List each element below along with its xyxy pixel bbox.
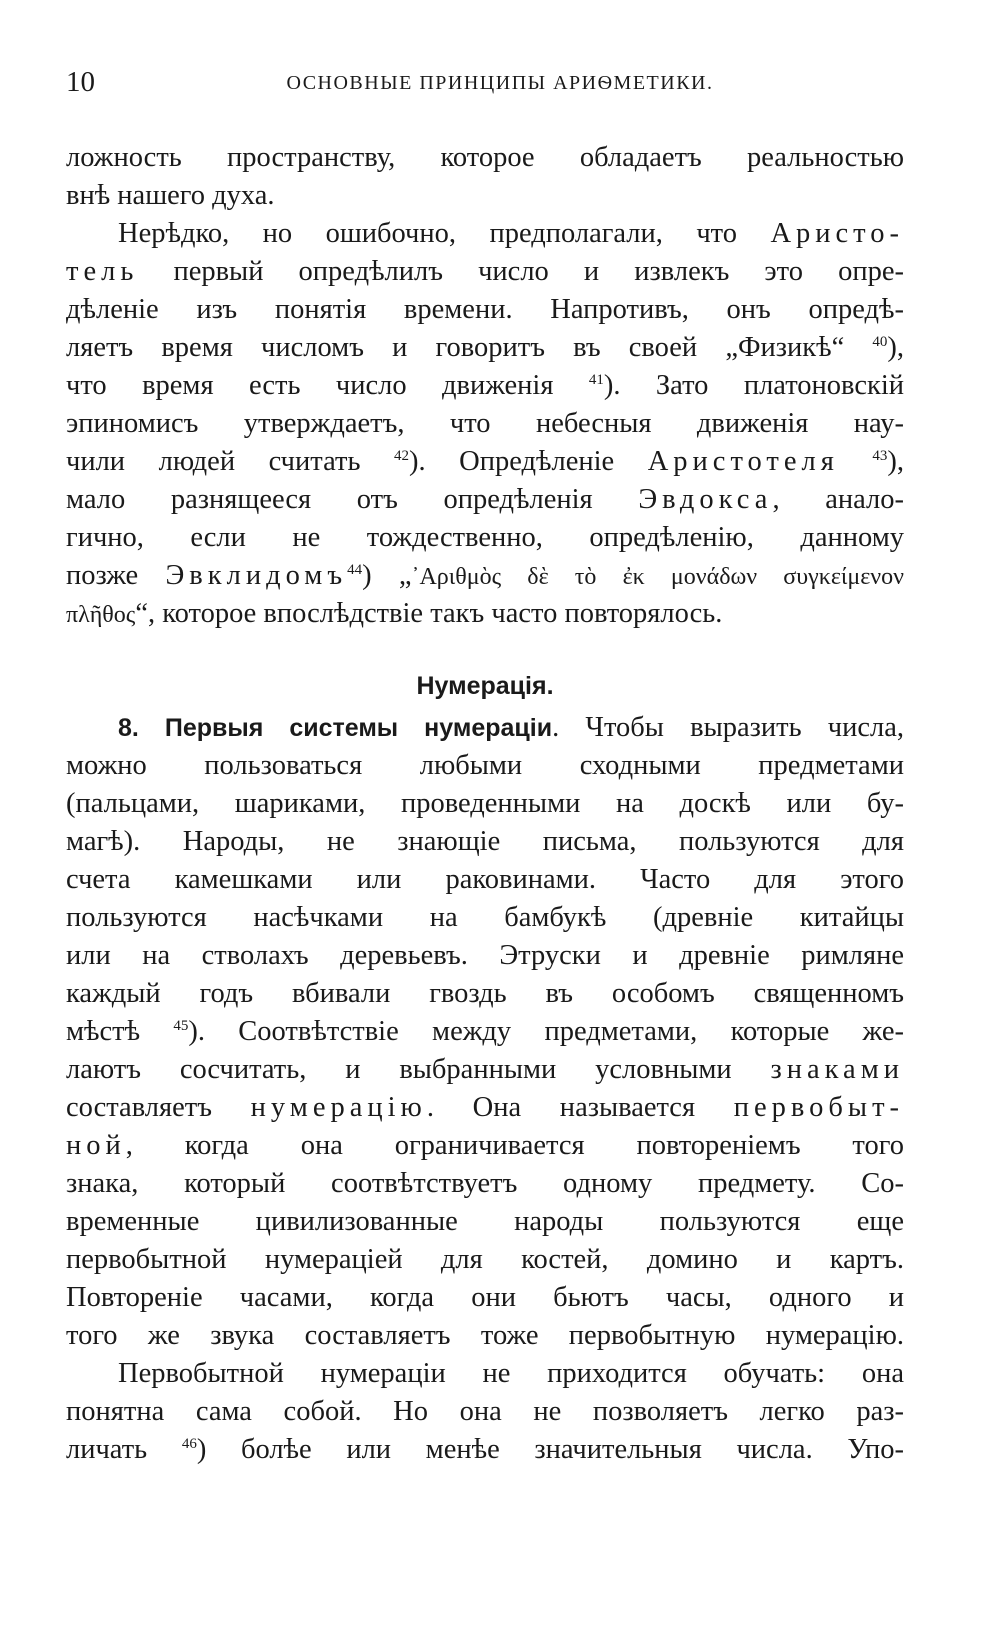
text-line (66, 1430, 904, 1470)
text-run: , анало- (772, 484, 904, 515)
text-line: знака, который соотвѣтствуетъ одному предмету. Со- (66, 1168, 904, 1199)
subsection-title: 8. Первыя системы нумераціи (118, 714, 553, 742)
text-run: ), (887, 446, 905, 477)
section-heading: Нумерація. (416, 672, 554, 700)
text-line: пользуются насѣчками на бамбукѣ (древніе китайцы (66, 902, 904, 933)
text-line: магѣ). Народы, не знающіе письма, пользуются для (66, 826, 904, 857)
footnote-ref: 46 (181, 1436, 197, 1452)
text-line: ложность пространству, которое обладаетъ реальностью (66, 142, 904, 173)
text-line (66, 1088, 904, 1128)
spaced-term: нумерацію (250, 1092, 427, 1123)
spaced-name: тель (66, 256, 139, 287)
footnote-ref: 41 (588, 372, 604, 388)
footnote-ref: 40 (872, 334, 888, 350)
text-line: Первобытной нумераціи не приходится обучать: она (118, 1358, 904, 1389)
text-line: временные цивилизованные народы пользуются еще (66, 1206, 904, 1237)
text-run: ). Опредѣленіе (409, 446, 648, 477)
text-run: чили людей считать (66, 446, 361, 477)
text-line: того же звука составляетъ тоже первобытную нумерацію. (66, 1320, 904, 1351)
text-run: “, которое впослѣдствіе такъ часто повторялось. (135, 598, 723, 629)
greek-quote: πλῆθος (66, 602, 136, 628)
text-run: что время есть число движенія (66, 370, 554, 401)
text-run: ). Соотвѣтствіе между предметами, которые же- (188, 1016, 904, 1047)
text-run: первый опредѣлилъ число и извлекъ это опре- (138, 256, 904, 287)
spaced-term: первобыт- (733, 1092, 905, 1123)
spaced-name: Эвдокса (638, 484, 773, 515)
spaced-name: Аристо- (770, 218, 904, 249)
text-line (66, 366, 904, 406)
footnote-ref: 45 (173, 1018, 189, 1034)
text-line: (пальцами, шариками, проведенными на доскѣ или бу- (66, 788, 904, 819)
text-run: ) „ (362, 560, 412, 591)
text-run: , когда она ограничивается повтореніемъ того (125, 1130, 904, 1161)
text-run: . Чтобы выразить числа, (552, 712, 905, 743)
text-line (66, 252, 904, 292)
running-title: ОСНОВНЫЕ ПРИНЦИПЫ АРИѲМЕТИКИ. (286, 72, 714, 94)
text-line: каждый годъ вбивали гвоздь въ особомъ священномъ (66, 978, 904, 1009)
text-run: личать (66, 1434, 148, 1465)
text-run: позже (66, 560, 166, 591)
text-run: . Она называется (426, 1092, 734, 1123)
text-line: внѣ нашего духа. (66, 180, 275, 211)
text-run: мѣстѣ (66, 1016, 141, 1047)
text-run: лаютъ сосчитать, и выбранными условными (66, 1054, 771, 1085)
page-number: 10 (66, 66, 95, 98)
text-line (66, 556, 904, 596)
text-line: понятна сама собой. Но она не позволяетъ легко раз- (66, 1396, 904, 1427)
spaced-term: знаками (770, 1054, 904, 1085)
text-line: счета камешками или раковинами. Часто для этого (66, 864, 904, 895)
text-run: составляетъ (66, 1092, 251, 1123)
spaced-name: Аристотеля (647, 446, 839, 477)
text-line (66, 594, 904, 634)
page-header (66, 66, 904, 106)
text-run: мало разнящееся отъ опредѣленія (66, 484, 639, 515)
text-line: Повтореніе часами, когда они бьютъ часы, одного и (66, 1282, 904, 1313)
text-line (66, 442, 904, 482)
text-line: гично, если не тождественно, опредѣленію, данному (66, 522, 904, 553)
text-run: ). Зато платоновскій (603, 370, 904, 401)
text-line: эпиномисъ утверждаетъ, что небесныя движенія нау- (66, 408, 904, 439)
text-run: ), (887, 332, 905, 363)
text-line: или на стволахъ деревьевъ. Этруски и древніе римляне (66, 940, 904, 971)
text-line (66, 214, 904, 254)
text-run: ляетъ время числомъ и говоритъ въ своей „Физикѣ“ (66, 332, 845, 363)
footnote-ref: 44 (347, 562, 363, 578)
text-run: ) болѣе или менѣе значительныя числа. Упо- (196, 1434, 904, 1465)
spaced-term: ной (66, 1130, 126, 1161)
text-line (66, 708, 904, 748)
text-line (66, 1012, 904, 1052)
text-line (66, 1126, 904, 1166)
text-line: можно пользоваться любыми сходными предметами (66, 750, 904, 781)
text-line (66, 480, 904, 520)
text-line (66, 328, 904, 368)
text-line (66, 1050, 904, 1090)
text-line: дѣленіе изъ понятія времени. Напротивъ, онъ опредѣ- (66, 294, 904, 325)
text-run: Нерѣдко, но ошибочно, предполагали, что (118, 218, 771, 249)
greek-quote: ᾿Αριθμὸς δὲ τὸ ἐκ μονάδων συγκείμενον (411, 564, 905, 590)
footnote-ref: 42 (394, 448, 409, 464)
footnote-ref: 43 (872, 448, 888, 464)
spaced-name: Эвклидомъ (165, 560, 348, 591)
text-line: первобытной нумераціей для костей, домино и картъ. (66, 1244, 904, 1275)
